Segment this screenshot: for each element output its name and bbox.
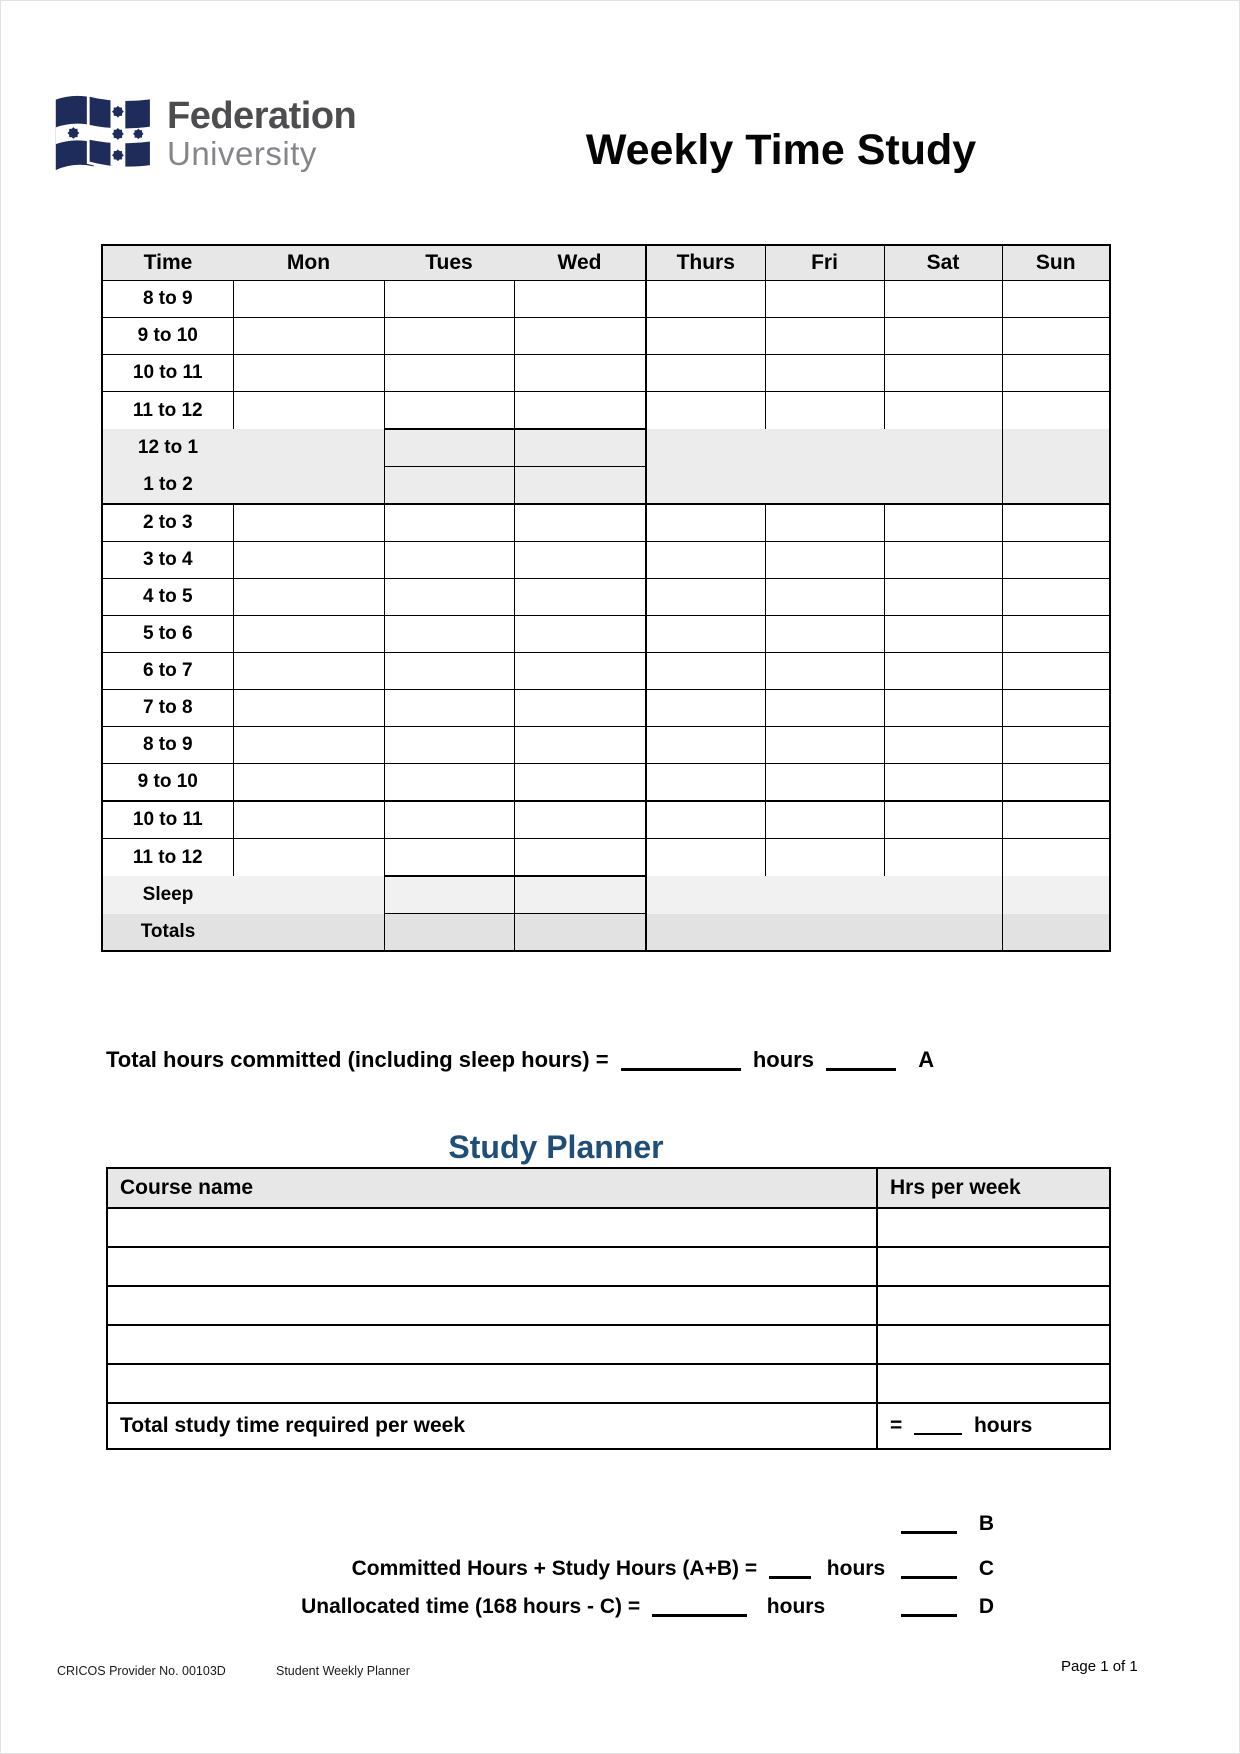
ref-letter-b: B: [978, 1512, 994, 1535]
row-label: 5 to 6: [102, 616, 233, 653]
hours-unit-label: hours: [766, 1595, 826, 1618]
schedule-cell-sun: [1002, 355, 1110, 392]
schedule-cell-sun: [1002, 429, 1110, 467]
schedule-cell-thurs: [646, 801, 765, 839]
schedule-cell-sat: [884, 839, 1002, 877]
row-label: 11 to 12: [102, 392, 233, 430]
schedule-cell-sat: [884, 392, 1002, 430]
line-c: [106, 1556, 994, 1581]
schedule-cell-sat: [884, 876, 1002, 914]
row-label: 10 to 11: [102, 801, 233, 839]
schedule-cell-wed: [514, 616, 646, 653]
row-label: 10 to 11: [102, 355, 233, 392]
course-hours-cell: [877, 1286, 1110, 1325]
time-row: [102, 542, 1110, 579]
schedule-cell-thurs: [646, 579, 765, 616]
schedule-cell-sat: [884, 653, 1002, 690]
schedule-cell-mon: [233, 392, 384, 430]
schedule-cell-thurs: [646, 876, 765, 914]
time-row: [102, 876, 1110, 914]
time-row: [102, 504, 1110, 542]
time-row: [102, 653, 1110, 690]
fill-in-blank-hours-a: [621, 1052, 741, 1071]
study-planner-heading: Study Planner: [448, 1128, 664, 1165]
schedule-cell-wed: [514, 727, 646, 764]
schedule-cell-mon: [233, 467, 384, 505]
eureka-flag-icon: [53, 87, 155, 179]
course-row: [107, 1208, 1110, 1247]
fill-in-blank-hours-d: [652, 1598, 747, 1617]
schedule-cell-mon: [233, 542, 384, 579]
course-hours-cell: [877, 1208, 1110, 1247]
total-study-time-label: Total study time required per week: [107, 1403, 877, 1449]
course-row: [107, 1325, 1110, 1364]
schedule-cell-mon: [233, 504, 384, 542]
schedule-cell-fri: [765, 392, 884, 430]
schedule-cell-tues: [384, 727, 514, 764]
schedule-cell-sun: [1002, 616, 1110, 653]
schedule-cell-sun: [1002, 764, 1110, 802]
column-header-fri: Fri: [765, 245, 884, 281]
hours-unit-label: hours: [752, 1047, 814, 1072]
schedule-cell-sat: [884, 355, 1002, 392]
committed-plus-study-label: Committed Hours + Study Hours (A+B) =: [351, 1557, 758, 1580]
time-row: [102, 914, 1110, 952]
schedule-cell-mon: [233, 914, 384, 952]
schedule-cell-tues: [384, 579, 514, 616]
schedule-cell-thurs: [646, 690, 765, 727]
fill-in-blank-ref-b: [901, 1515, 957, 1534]
column-header-hrs-per-week: Hrs per week: [877, 1168, 1110, 1208]
schedule-cell-thurs: [646, 281, 765, 318]
course-hours-cell: [877, 1364, 1110, 1403]
time-row: [102, 579, 1110, 616]
schedule-cell-wed: [514, 653, 646, 690]
course-row: [107, 1247, 1110, 1286]
total-hours-committed-line: [106, 1047, 934, 1073]
schedule-cell-wed: [514, 318, 646, 355]
schedule-cell-wed: [514, 429, 646, 467]
row-label: 12 to 1: [102, 429, 233, 467]
schedule-cell-sat: [884, 616, 1002, 653]
schedule-cell-thurs: [646, 839, 765, 877]
schedule-cell-mon: [233, 876, 384, 914]
schedule-cell-wed: [514, 876, 646, 914]
schedule-cell-sat: [884, 542, 1002, 579]
schedule-cell-sun: [1002, 876, 1110, 914]
schedule-cell-thurs: [646, 914, 765, 952]
schedule-cell-fri: [765, 504, 884, 542]
row-label: Sleep: [102, 876, 233, 914]
row-label: 11 to 12: [102, 839, 233, 877]
schedule-cell-thurs: [646, 504, 765, 542]
schedule-cell-thurs: [646, 429, 765, 467]
schedule-cell-wed: [514, 355, 646, 392]
time-row: [102, 355, 1110, 392]
line-d: [106, 1594, 994, 1619]
course-name-cell: [107, 1364, 877, 1403]
schedule-cell-wed: [514, 542, 646, 579]
schedule-cell-fri: [765, 653, 884, 690]
column-header-course-name: Course name: [107, 1168, 877, 1208]
planner-total-row: [107, 1403, 1110, 1449]
schedule-cell-sun: [1002, 690, 1110, 727]
schedule-cell-wed: [514, 467, 646, 505]
time-row: [102, 727, 1110, 764]
schedule-cell-sat: [884, 764, 1002, 802]
schedule-cell-sat: [884, 281, 1002, 318]
footer-document-name: Student Weekly Planner: [276, 1664, 410, 1678]
schedule-cell-sun: [1002, 653, 1110, 690]
course-name-cell: [107, 1247, 877, 1286]
row-label: 7 to 8: [102, 690, 233, 727]
course-name-cell: [107, 1208, 877, 1247]
time-row: [102, 764, 1110, 802]
schedule-cell-wed: [514, 690, 646, 727]
row-label: 1 to 2: [102, 467, 233, 505]
schedule-cell-mon: [233, 690, 384, 727]
course-row: [107, 1364, 1110, 1403]
footer-page-indicator: Page 1 of 1: [1061, 1658, 1138, 1675]
schedule-cell-tues: [384, 876, 514, 914]
schedule-cell-sat: [884, 467, 1002, 505]
schedule-cell-sun: [1002, 281, 1110, 318]
schedule-cell-thurs: [646, 764, 765, 802]
time-row: [102, 690, 1110, 727]
schedule-cell-sun: [1002, 318, 1110, 355]
schedule-cell-fri: [765, 616, 884, 653]
schedule-cell-sat: [884, 801, 1002, 839]
schedule-cell-sun: [1002, 504, 1110, 542]
weekly-table-header-row: [102, 245, 1110, 281]
schedule-cell-mon: [233, 764, 384, 802]
schedule-cell-thurs: [646, 392, 765, 430]
course-name-cell: [107, 1286, 877, 1325]
row-label: 8 to 9: [102, 281, 233, 318]
footer-cricos: CRICOS Provider No. 00103D: [57, 1664, 226, 1678]
summary-lines: [106, 1511, 994, 1619]
schedule-cell-sat: [884, 504, 1002, 542]
total-study-time-value: [877, 1403, 1110, 1449]
schedule-cell-tues: [384, 355, 514, 392]
ref-letter-d: D: [978, 1595, 994, 1618]
schedule-cell-mon: [233, 839, 384, 877]
row-label: Totals: [102, 914, 233, 952]
schedule-cell-fri: [765, 914, 884, 952]
schedule-cell-tues: [384, 429, 514, 467]
schedule-cell-thurs: [646, 616, 765, 653]
schedule-cell-wed: [514, 914, 646, 952]
schedule-cell-tues: [384, 318, 514, 355]
schedule-cell-tues: [384, 914, 514, 952]
ref-letter-a: A: [918, 1047, 935, 1072]
schedule-cell-sat: [884, 690, 1002, 727]
column-header-wed: Wed: [514, 245, 646, 281]
page-title: Weekly Time Study: [585, 125, 977, 174]
row-label: 2 to 3: [102, 504, 233, 542]
schedule-cell-tues: [384, 542, 514, 579]
time-row: [102, 281, 1110, 318]
row-label: 8 to 9: [102, 727, 233, 764]
fill-in-blank-ref-a: [826, 1052, 896, 1071]
schedule-cell-sun: [1002, 839, 1110, 877]
schedule-cell-fri: [765, 876, 884, 914]
schedule-cell-fri: [765, 839, 884, 877]
study-planner-table: [106, 1167, 1111, 1450]
column-header-time: Time: [102, 245, 233, 281]
schedule-cell-thurs: [646, 467, 765, 505]
course-name-cell: [107, 1325, 877, 1364]
schedule-cell-tues: [384, 690, 514, 727]
row-label: 9 to 10: [102, 318, 233, 355]
schedule-cell-mon: [233, 579, 384, 616]
federation-university-logo: [53, 87, 356, 179]
schedule-cell-thurs: [646, 355, 765, 392]
logo-line-1: Federation: [167, 94, 357, 137]
schedule-cell-tues: [384, 504, 514, 542]
unallocated-time-label: Unallocated time (168 hours - C) =: [301, 1595, 641, 1618]
row-label: 9 to 10: [102, 764, 233, 802]
schedule-cell-mon: [233, 355, 384, 392]
total-hours-label: Total hours committed (including sleep hours) =: [106, 1047, 609, 1072]
schedule-cell-wed: [514, 579, 646, 616]
schedule-cell-mon: [233, 281, 384, 318]
row-label: 4 to 5: [102, 579, 233, 616]
fill-in-blank-ref-d: [901, 1598, 957, 1617]
schedule-cell-fri: [765, 467, 884, 505]
row-label: 6 to 7: [102, 653, 233, 690]
time-row: [102, 467, 1110, 505]
ref-letter-c: C: [978, 1557, 994, 1580]
schedule-cell-sun: [1002, 467, 1110, 505]
time-row: [102, 429, 1110, 467]
schedule-cell-mon: [233, 616, 384, 653]
schedule-cell-fri: [765, 764, 884, 802]
schedule-cell-sun: [1002, 392, 1110, 430]
course-hours-cell: [877, 1247, 1110, 1286]
schedule-cell-thurs: [646, 653, 765, 690]
column-header-sat: Sat: [884, 245, 1002, 281]
fill-in-blank-ref-c: [901, 1560, 957, 1579]
schedule-cell-mon: [233, 429, 384, 467]
time-row: [102, 392, 1110, 430]
hours-unit-label: hours: [973, 1414, 1033, 1437]
schedule-cell-tues: [384, 801, 514, 839]
time-row: [102, 839, 1110, 877]
row-label: 3 to 4: [102, 542, 233, 579]
schedule-cell-tues: [384, 392, 514, 430]
schedule-cell-sun: [1002, 801, 1110, 839]
schedule-cell-sun: [1002, 914, 1110, 952]
schedule-cell-thurs: [646, 727, 765, 764]
weekly-time-study-table: [101, 244, 1111, 952]
schedule-cell-thurs: [646, 318, 765, 355]
schedule-cell-sun: [1002, 579, 1110, 616]
schedule-cell-tues: [384, 281, 514, 318]
schedule-cell-thurs: [646, 542, 765, 579]
column-header-mon: Mon: [233, 245, 384, 281]
schedule-cell-tues: [384, 764, 514, 802]
schedule-cell-sat: [884, 579, 1002, 616]
time-row: [102, 318, 1110, 355]
logo-wordmark: [167, 94, 357, 172]
schedule-cell-sun: [1002, 727, 1110, 764]
equals-sign: =: [890, 1414, 903, 1437]
schedule-cell-fri: [765, 429, 884, 467]
schedule-cell-mon: [233, 318, 384, 355]
schedule-cell-sat: [884, 318, 1002, 355]
schedule-cell-wed: [514, 281, 646, 318]
schedule-cell-sat: [884, 914, 1002, 952]
time-row: [102, 801, 1110, 839]
column-header-tues: Tues: [384, 245, 514, 281]
schedule-cell-fri: [765, 690, 884, 727]
schedule-cell-wed: [514, 392, 646, 430]
schedule-cell-fri: [765, 355, 884, 392]
schedule-cell-fri: [765, 579, 884, 616]
schedule-cell-tues: [384, 653, 514, 690]
column-header-thurs: Thurs: [646, 245, 765, 281]
logo-line-2: University: [167, 134, 317, 172]
time-row: [102, 616, 1110, 653]
schedule-cell-mon: [233, 727, 384, 764]
schedule-cell-wed: [514, 504, 646, 542]
schedule-cell-fri: [765, 281, 884, 318]
schedule-cell-wed: [514, 801, 646, 839]
course-hours-cell: [877, 1325, 1110, 1364]
schedule-cell-tues: [384, 616, 514, 653]
schedule-cell-sat: [884, 429, 1002, 467]
schedule-cell-sat: [884, 727, 1002, 764]
schedule-cell-mon: [233, 801, 384, 839]
schedule-cell-tues: [384, 839, 514, 877]
schedule-cell-fri: [765, 318, 884, 355]
schedule-cell-wed: [514, 764, 646, 802]
column-header-sun: Sun: [1002, 245, 1110, 281]
schedule-cell-sun: [1002, 542, 1110, 579]
schedule-cell-mon: [233, 653, 384, 690]
schedule-cell-fri: [765, 542, 884, 579]
schedule-cell-tues: [384, 467, 514, 505]
schedule-cell-fri: [765, 801, 884, 839]
fill-in-blank-hours-c: [769, 1560, 811, 1579]
course-row: [107, 1286, 1110, 1325]
planner-header-row: [107, 1168, 1110, 1208]
schedule-cell-fri: [765, 727, 884, 764]
hours-unit-label: hours: [826, 1557, 886, 1580]
fill-in-blank-total-hours: [914, 1417, 962, 1435]
line-b: [106, 1511, 994, 1536]
schedule-cell-wed: [514, 839, 646, 877]
